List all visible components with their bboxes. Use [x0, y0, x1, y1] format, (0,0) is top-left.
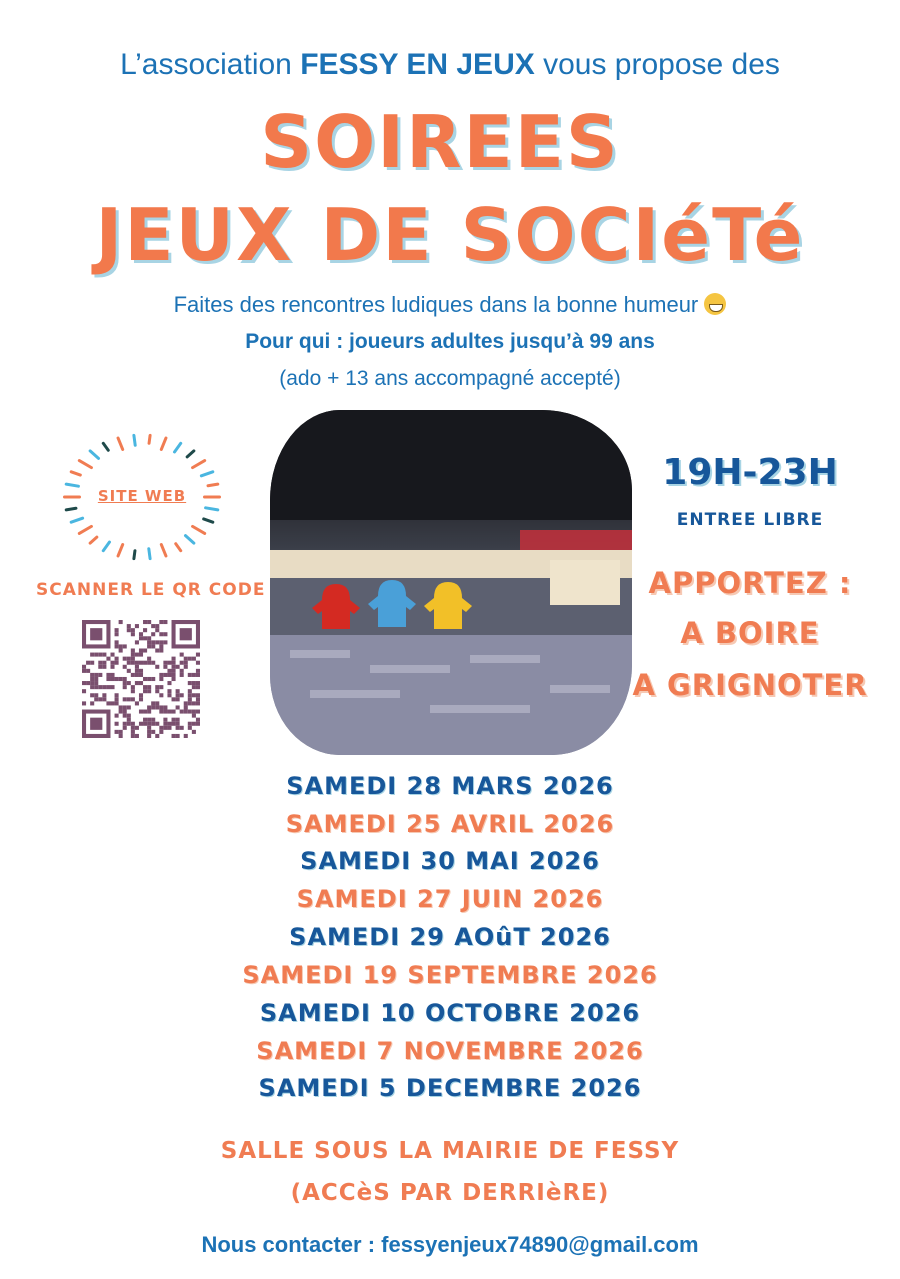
sunburst-ray: [208, 484, 218, 486]
sunburst-ray: [193, 526, 205, 533]
board-game-photo: [270, 410, 632, 755]
sunburst-ray: [118, 545, 123, 556]
scan-qr-label: SCANNER LE QR CODE: [36, 580, 266, 600]
date-item: SAMEDI 10 OCTOBRE 2026: [259, 999, 641, 1027]
bring-item: A GRIGNOTER: [632, 668, 868, 702]
sunburst-ray: [185, 536, 193, 543]
intro-prefix: L’association: [120, 48, 301, 81]
sunburst-ray: [149, 435, 150, 443]
association-name: FESSY EN JEUX: [300, 48, 535, 81]
contact-line[interactable]: Nous contacter : fessyenjeux74890@gmail.com: [201, 1232, 699, 1257]
sunburst-ray: [206, 508, 218, 510]
sunburst-ray: [90, 537, 97, 543]
subtitle-text: Faites des rencontres ludiques dans la bonne humeur: [173, 292, 699, 317]
title-line-1: SOIREES: [260, 100, 620, 184]
sunburst-ray: [118, 438, 123, 449]
date-item: SAMEDI 29 AOûT 2026: [289, 923, 611, 951]
sunburst-ray: [161, 545, 166, 556]
sunburst-ray: [66, 484, 78, 486]
entry-info: ENTREE LIBRE: [676, 510, 824, 530]
subtitle-line-1: [0, 292, 900, 318]
site-web-badge[interactable]: [58, 432, 226, 562]
sunburst-ray: [201, 472, 212, 476]
subtitle-line-3: (ado + 13 ans accompagné accepté): [279, 367, 621, 390]
sunburst-ray: [161, 438, 166, 449]
subtitle-line-2: Pour qui : joueurs adultes jusqu’à 99 ans: [245, 330, 655, 353]
sunburst-ray: [90, 451, 98, 458]
sunburst-ray: [204, 519, 213, 522]
sunburst-ray: [79, 526, 91, 533]
qr-code-icon[interactable]: [82, 620, 200, 738]
venue-line-1: SALLE SOUS LA MAIRIE DE FESSY: [220, 1138, 680, 1164]
sunburst-ray: [71, 518, 82, 522]
sunburst-ray: [187, 451, 194, 457]
sunburst-ray: [79, 461, 91, 468]
date-item: SAMEDI 27 JUIN 2026: [296, 885, 604, 913]
sunburst-ray: [103, 542, 109, 551]
site-web-link[interactable]: SITE WEB: [97, 487, 187, 505]
bring-title: APPORTEZ :: [648, 566, 852, 600]
sunburst-ray: [66, 508, 76, 510]
date-item: SAMEDI 19 SEPTEMBRE 2026: [242, 961, 658, 989]
title-line-2: JEUX DE SOCIéTé: [95, 193, 805, 277]
date-item: SAMEDI 5 DECEMBRE 2026: [258, 1074, 642, 1102]
sunburst-ray: [134, 435, 135, 445]
sunburst-ray: [176, 544, 181, 551]
date-item: SAMEDI 28 MARS 2026: [286, 772, 614, 800]
sunburst-ray: [134, 551, 135, 559]
hours: 19H-23H: [662, 452, 838, 493]
date-item: SAMEDI 7 NOVEMBRE 2026: [256, 1037, 644, 1065]
venue-line-2: (ACCèS PAR DERRIèRE): [290, 1180, 610, 1206]
intro-suffix: vous propose des: [534, 48, 780, 81]
grin-emoji-icon: [704, 293, 726, 315]
sunburst-ray: [149, 549, 150, 559]
sunburst-ray: [103, 443, 108, 450]
sunburst-ray: [175, 443, 181, 452]
intro-line: [0, 48, 900, 82]
date-item: SAMEDI 25 AVRIL 2026: [285, 810, 615, 838]
bring-item: A BOIRE: [680, 616, 820, 650]
date-item: SAMEDI 30 MAI 2026: [300, 847, 600, 875]
sunburst-ray: [71, 472, 80, 475]
sunburst-ray: [193, 461, 205, 468]
